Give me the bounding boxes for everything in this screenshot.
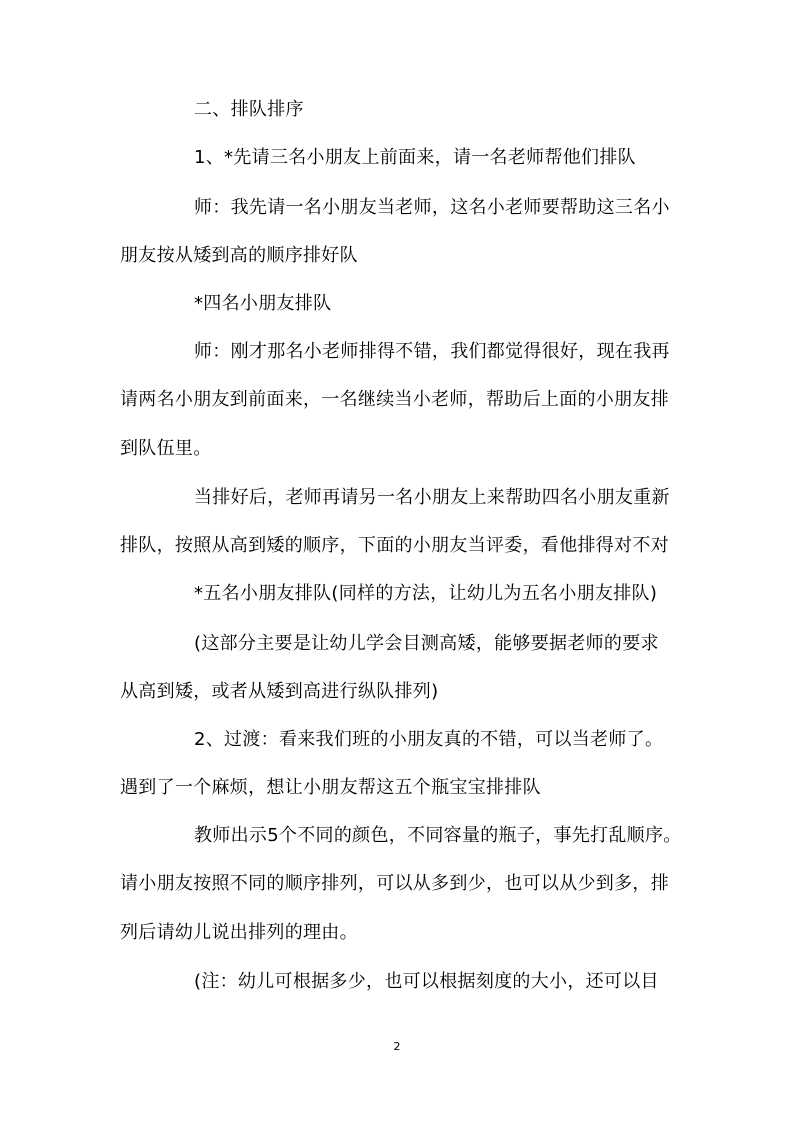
paragraph-line: 从高到矮，或者从矮到高进行纵队排列): [120, 681, 439, 702]
paragraph-line: 2、过渡：看来我们班的小朋友真的不错，可以当老师了。: [194, 729, 664, 750]
paragraph-line: 师：刚才那名小老师排得不错，我们都觉得很好，现在我再: [194, 341, 670, 362]
paragraph-line: 当排好后，老师再请另一名小朋友上来帮助四名小朋友重新: [194, 487, 670, 508]
paragraph-line: 教师出示5个不同的颜色，不同容量的瓶子，事先打乱顺序。: [194, 825, 682, 846]
paragraph-line: *五名小朋友排队(同样的方法，让幼儿为五名小朋友排队): [194, 583, 658, 604]
paragraph-line: *四名小朋友排队: [194, 293, 332, 314]
paragraph-line: 请两名小朋友到前面来，一名继续当小老师，帮助后上面的小朋友排: [120, 389, 669, 410]
paragraph-line: 请小朋友按照不同的顺序排列，可以从多到少，也可以从少到多，排: [120, 873, 669, 894]
section-heading: 二、排队排序: [194, 99, 304, 120]
paragraph-line: 师：我先请一名小朋友当老师，这名小老师要帮助这三名小: [194, 197, 670, 218]
page-number: 2: [393, 1040, 401, 1053]
paragraph-line: 排队，按照从高到矮的顺序，下面的小朋友当评委，看他排得对不对: [120, 535, 669, 556]
paragraph-line: 到队伍里。: [120, 438, 212, 459]
paragraph-line: 遇到了一个麻烦，想让小朋友帮这五个瓶宝宝排排队: [120, 777, 541, 798]
paragraph-line: (这部分主要是让幼儿学会目测高矮，能够要据老师的要求: [194, 633, 659, 654]
paragraph-line: 朋友按从矮到高的顺序排好队: [120, 245, 358, 266]
paragraph-line: 列后请幼儿说出排列的理由。: [120, 922, 358, 943]
paragraph-line: 1、*先请三名小朋友上前面来，请一名老师帮他们排队: [194, 147, 636, 168]
paragraph-line: (注：幼儿可根据多少，也可以根据刻度的大小，还可以目: [194, 971, 659, 992]
